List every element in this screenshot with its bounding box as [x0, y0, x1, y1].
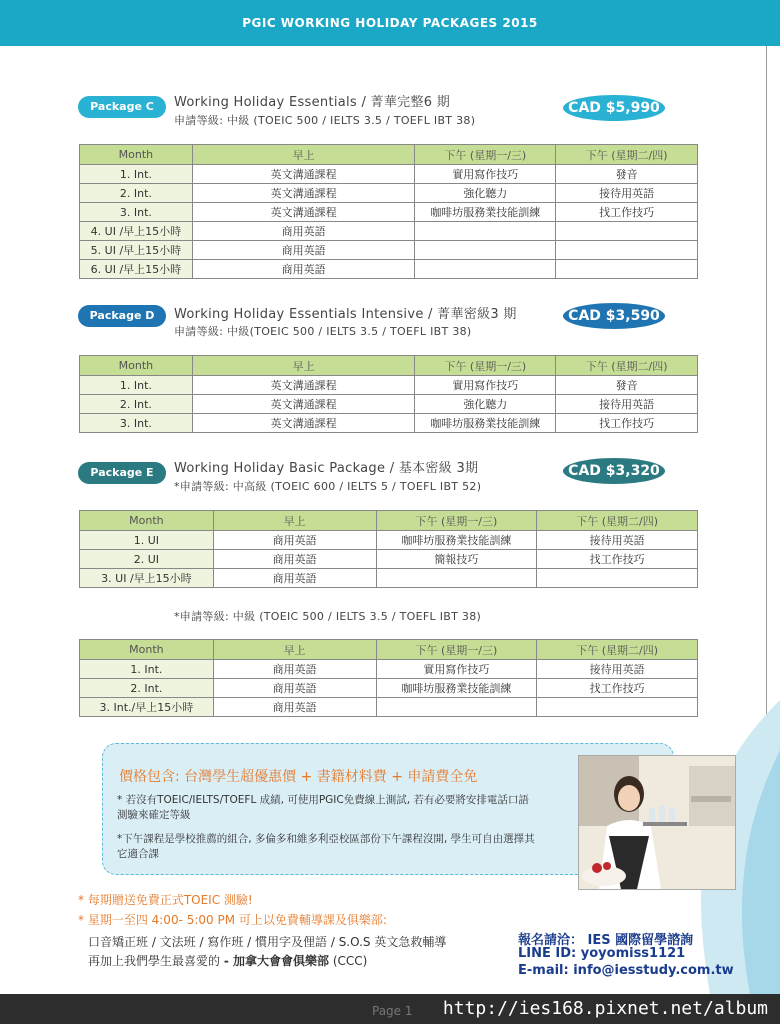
package-e-table: [79, 510, 698, 588]
package-c-title: Working Holiday Essentials / 菁華完整6 期: [174, 95, 451, 110]
table-cell: 找工作技巧: [537, 550, 698, 569]
table-cell: 2. UI: [80, 550, 214, 569]
package-e-price: CAD $3,320: [563, 458, 665, 484]
table-cell: 找工作技巧: [556, 414, 698, 433]
col-header-tue-thu: 下午 (星期二/四): [537, 640, 698, 660]
test-note: * 若沒有TOEIC/IELTS/TOEFL 成績, 可使用PGIC免費線上測試, 若有必要將安排電話口語測驗來確定等級: [117, 794, 529, 821]
table-cell: 3. Int.: [80, 203, 193, 222]
table-cell: 2. Int.: [80, 184, 193, 203]
contact-email: E-mail: info@iesstudy.com.tw: [518, 963, 734, 978]
package-d-requirement: 申請等級: 中級(TOEIC 500 / IELTS 3.5 / TOEFL IBT 38): [174, 325, 472, 338]
table-cell: 發音: [556, 165, 698, 184]
table-cell: 商用英語: [213, 550, 376, 569]
table-cell: [556, 241, 698, 260]
table-cell: 商用英語: [213, 698, 376, 717]
table-row: [80, 184, 698, 203]
col-header-morning: 早上: [192, 356, 415, 376]
package-d-price: CAD $3,590: [563, 303, 665, 329]
col-header-tue-thu: 下午 (星期二/四): [556, 145, 698, 165]
package-d-badge: Package D: [78, 305, 166, 327]
col-header-mon-wed: 下午 (星期一/三): [376, 511, 537, 531]
col-header-month: Month: [80, 640, 214, 660]
free-toeic-line: * 每期贈送免費正式TOEIC 測驗!: [78, 893, 253, 907]
page-number: Page 1: [372, 1004, 413, 1018]
watermark-url: http://ies168.pixnet.net/album: [442, 998, 768, 1019]
package-c-price: CAD $5,990: [563, 95, 665, 121]
club-line-suffix: (CCC): [332, 954, 368, 968]
table-cell: 找工作技巧: [537, 679, 698, 698]
club-line-bold: - 加拿大會會俱樂部: [223, 954, 330, 968]
table-cell: [415, 260, 556, 279]
table-cell: 英文溝通課程: [192, 395, 415, 414]
table-cell: 商用英語: [213, 679, 376, 698]
header-bar: [0, 0, 780, 46]
table-cell: 簡報技巧: [376, 550, 537, 569]
table-cell: 3. UI /早上15小時: [80, 569, 214, 588]
package-e-title: Working Holiday Basic Package / 基本密級 3期: [174, 461, 479, 476]
page-title: PGIC WORKING HOLIDAY PACKAGES 2015: [242, 16, 538, 30]
table-cell: 2. Int.: [80, 395, 193, 414]
table-row: [80, 241, 698, 260]
table-row: [80, 203, 698, 222]
table-cell: 商用英語: [213, 531, 376, 550]
table-cell: 強化聽力: [415, 395, 556, 414]
club-line-prefix: 再加上我們學生最喜愛的: [88, 954, 221, 968]
table-cell: 商用英語: [192, 222, 415, 241]
table-cell: 1. UI: [80, 531, 214, 550]
table-cell: 咖啡坊服務業技能訓練: [415, 414, 556, 433]
table-row: [80, 531, 698, 550]
table-row: [80, 260, 698, 279]
table-cell: [376, 569, 537, 588]
table-cell: 咖啡坊服務業技能訓練: [415, 203, 556, 222]
table-cell: 接待用英語: [556, 184, 698, 203]
waitress-illustration: [579, 756, 735, 889]
table-cell: 英文溝通課程: [192, 203, 415, 222]
table-cell: 6. UI /早上15小時: [80, 260, 193, 279]
table-row: [80, 414, 698, 433]
price-includes-title: 價格包含: 台灣學生超優惠價 + 書籍材料費 + 申請費全免: [119, 769, 478, 785]
table-cell: 5. UI /早上15小時: [80, 241, 193, 260]
col-header-month: Month: [80, 511, 214, 531]
table-cell: 找工作技巧: [556, 203, 698, 222]
package-e-requirement: *申請等級: 中高級 (TOEIC 600 / IELTS 5 / TOEFL IBT 52): [174, 480, 482, 493]
table-cell: 實用寫作技巧: [415, 165, 556, 184]
col-header-mon-wed: 下午 (星期一/三): [376, 640, 537, 660]
table-cell: 4. UI /早上15小時: [80, 222, 193, 241]
table-cell: 接待用英語: [537, 660, 698, 679]
package-c-requirement: 申請等級: 中級 (TOEIC 500 / IELTS 3.5 / TOEFL IBT 38): [174, 114, 476, 127]
class-list-line: 口音矯正班 / 文法班 / 寫作班 / 慣用字及俚語 / S.O.S 英文急救輔導: [88, 935, 447, 949]
table-cell: [415, 222, 556, 241]
table-cell: 強化聽力: [415, 184, 556, 203]
col-header-morning: 早上: [213, 511, 376, 531]
table-cell: 實用寫作技巧: [376, 660, 537, 679]
col-header-mon-wed: 下午 (星期一/三): [415, 356, 556, 376]
table-cell: 接待用英語: [556, 395, 698, 414]
alt-requirement: *申請等級: 中級 (TOEIC 500 / IELTS 3.5 / TOEFL IBT 38): [174, 610, 482, 623]
package-e-badge: Package E: [78, 462, 166, 484]
table-cell: 1. Int.: [80, 376, 193, 395]
table-cell: 3. Int./早上15小時: [80, 698, 214, 717]
table-cell: 商用英語: [192, 241, 415, 260]
table-cell: 3. Int.: [80, 414, 193, 433]
table-cell: 英文溝通課程: [192, 184, 415, 203]
contact-line-1: 報名請洽： IES 國際留學諮詢: [518, 933, 694, 948]
col-header-month: Month: [80, 356, 193, 376]
col-header-morning: 早上: [192, 145, 415, 165]
table-row: [80, 395, 698, 414]
contact-line-id: LINE ID: yoyomiss1121: [518, 946, 686, 961]
waitress-photo: [578, 755, 736, 890]
table-cell: 商用英語: [213, 660, 376, 679]
table-cell: [537, 698, 698, 717]
table-row: [80, 660, 698, 679]
col-header-tue-thu: 下午 (星期二/四): [556, 356, 698, 376]
table-cell: 英文溝通課程: [192, 165, 415, 184]
col-header-mon-wed: 下午 (星期一/三): [415, 145, 556, 165]
club-line: [88, 952, 367, 969]
table-cell: 咖啡坊服務業技能訓練: [376, 531, 537, 550]
table-cell: 商用英語: [192, 260, 415, 279]
table-cell: 咖啡坊服務業技能訓練: [376, 679, 537, 698]
table-row: [80, 165, 698, 184]
col-header-morning: 早上: [213, 640, 376, 660]
col-header-month: Month: [80, 145, 193, 165]
table-row: [80, 569, 698, 588]
table-cell: 1. Int.: [80, 165, 193, 184]
table-row: [80, 698, 698, 717]
package-d-table: [79, 355, 698, 433]
table-row: [80, 222, 698, 241]
table-row: [80, 679, 698, 698]
table-cell: [537, 569, 698, 588]
table-cell: 英文溝通課程: [192, 376, 415, 395]
table-cell: 1. Int.: [80, 660, 214, 679]
table-cell: [376, 698, 537, 717]
table-cell: [415, 241, 556, 260]
alt-option-table: [79, 639, 698, 717]
free-tutoring-line: * 星期一至四 4:00- 5:00 PM 可上以免費輔導課及俱樂部:: [78, 913, 387, 927]
table-cell: 實用寫作技巧: [415, 376, 556, 395]
table-row: [80, 376, 698, 395]
table-cell: 商用英語: [213, 569, 376, 588]
table-cell: 發音: [556, 376, 698, 395]
table-cell: [556, 222, 698, 241]
table-cell: 接待用英語: [537, 531, 698, 550]
table-cell: [556, 260, 698, 279]
table-cell: 英文溝通課程: [192, 414, 415, 433]
table-cell: 2. Int.: [80, 679, 214, 698]
table-row: [80, 550, 698, 569]
package-c-badge: Package C: [78, 96, 166, 118]
col-header-tue-thu: 下午 (星期二/四): [537, 511, 698, 531]
package-c-table: [79, 144, 698, 279]
course-note: *下午課程是學校推薦的組合, 多倫多和維多利亞校區部份下午課程沒開, 學生可自由選擇其它適合課: [117, 833, 535, 860]
package-d-title: Working Holiday Essentials Intensive / 菁華密級3 期: [174, 307, 517, 322]
